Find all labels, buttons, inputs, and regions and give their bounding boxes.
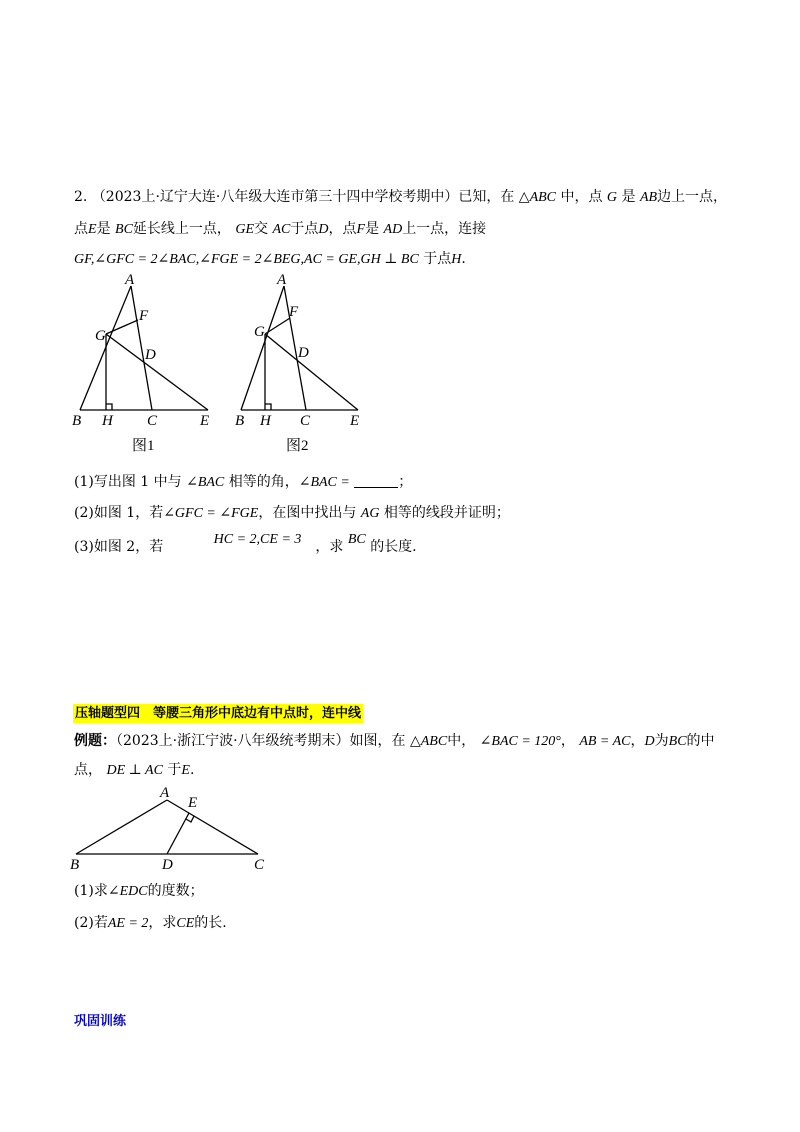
fig1-label-h: H	[102, 413, 113, 429]
condition-math: GF,∠GFC = 2∠BAC,∠FGE = 2∠BEG,AC = GE,GH ⊥ BC	[74, 252, 419, 267]
problem-number: 2.	[74, 189, 88, 205]
fig2-label-e: E	[350, 413, 360, 429]
ex-label-d: D	[162, 857, 173, 873]
fig2-label-b: B	[235, 413, 245, 429]
fig2-label-d: D	[298, 345, 309, 361]
fig1-label-b: B	[72, 413, 82, 429]
example-label: 例题：	[74, 733, 116, 749]
example-question1: (1)求∠EDC的度数；	[74, 883, 204, 899]
fig1-segment-gf	[106, 320, 138, 334]
example-triangle	[76, 800, 258, 854]
fig2-segment-ab	[241, 286, 284, 410]
fig2-label-g: G	[254, 324, 265, 340]
fig2-label-h: H	[260, 413, 271, 429]
fig1-label-d: D	[145, 347, 156, 363]
ex-label-c: C	[254, 857, 265, 873]
example-line1: 例题：（2023上·浙江宁波·八年级统考期末）如图，在 △ABC中， ∠BAC = 120°， AB = AC，D为BC的中	[74, 733, 715, 749]
problem-source: （2023上·辽宁大连·八年级大连市第三十四中学校考期中）	[91, 189, 459, 205]
ex-segment-ac	[167, 800, 258, 854]
fig2-label-f: F	[289, 304, 299, 320]
problem2-question1: (1)写出图 1 中与 ∠BAC 相等的角，∠BAC = ；	[74, 474, 413, 490]
fig1-label-e: E	[200, 413, 210, 429]
fig1-segment-ge	[106, 334, 208, 410]
practice-heading: 巩固训练	[74, 1014, 127, 1029]
ex-segment-de	[167, 813, 189, 854]
answer-blank[interactable]	[354, 473, 398, 488]
fig1-label-a: A	[125, 272, 135, 288]
fig1-label-c: C	[147, 413, 158, 429]
fig2-caption: 图2	[286, 438, 309, 454]
ex-label-a: A	[160, 785, 170, 801]
fig2-label-c: C	[300, 413, 311, 429]
fig2-segment-gf	[265, 318, 290, 334]
fig1-label-g: G	[95, 328, 106, 344]
ex-label-e: E	[188, 795, 198, 811]
example-question2: (2)若AE = 2，求CE的长.	[74, 915, 227, 931]
problem2-line2: 点E是 BC延长线上一点， GE交 AC于点D，点F是 AD上一点，连接	[74, 221, 487, 237]
fig1-label-f: F	[139, 308, 149, 324]
problem2-figures	[60, 270, 380, 460]
figure-1	[80, 286, 208, 410]
fig2-label-a: A	[277, 272, 287, 288]
fig2-segment-ge	[265, 334, 358, 410]
fig2-right-angle-mark	[265, 404, 271, 410]
example-line2: 点， DE ⊥ AC 于E.	[74, 762, 195, 778]
problem2-line3: GF,∠GFC = 2∠BAC,∠FGE = 2∠BEG,AC = GE,GH ⊥ BC 于点H.	[74, 251, 466, 267]
problem2-question3: (3)如图 2，若 HC = 2,CE = 3 ，求 BC 的长度.	[74, 532, 417, 555]
ex-label-b: B	[70, 857, 80, 873]
ex-segment-ab	[76, 800, 167, 854]
fig1-right-angle-mark	[106, 404, 112, 410]
fig1-caption: 图1	[132, 438, 155, 454]
example-figure	[60, 784, 280, 874]
problem2-question2: (2)如图 1，若∠GFC = ∠FGE，在图中找出与 AG 相等的线段并证明；	[74, 505, 510, 521]
problem2-line1: 2. （2023上·辽宁大连·八年级大连市第三十四中学校考期中）已知，在 △ABC 中，点 G 是 AB边上一点，	[74, 189, 728, 205]
section-heading: 压轴题型四 等腰三角形中底边有中点时，连中线	[75, 706, 362, 721]
